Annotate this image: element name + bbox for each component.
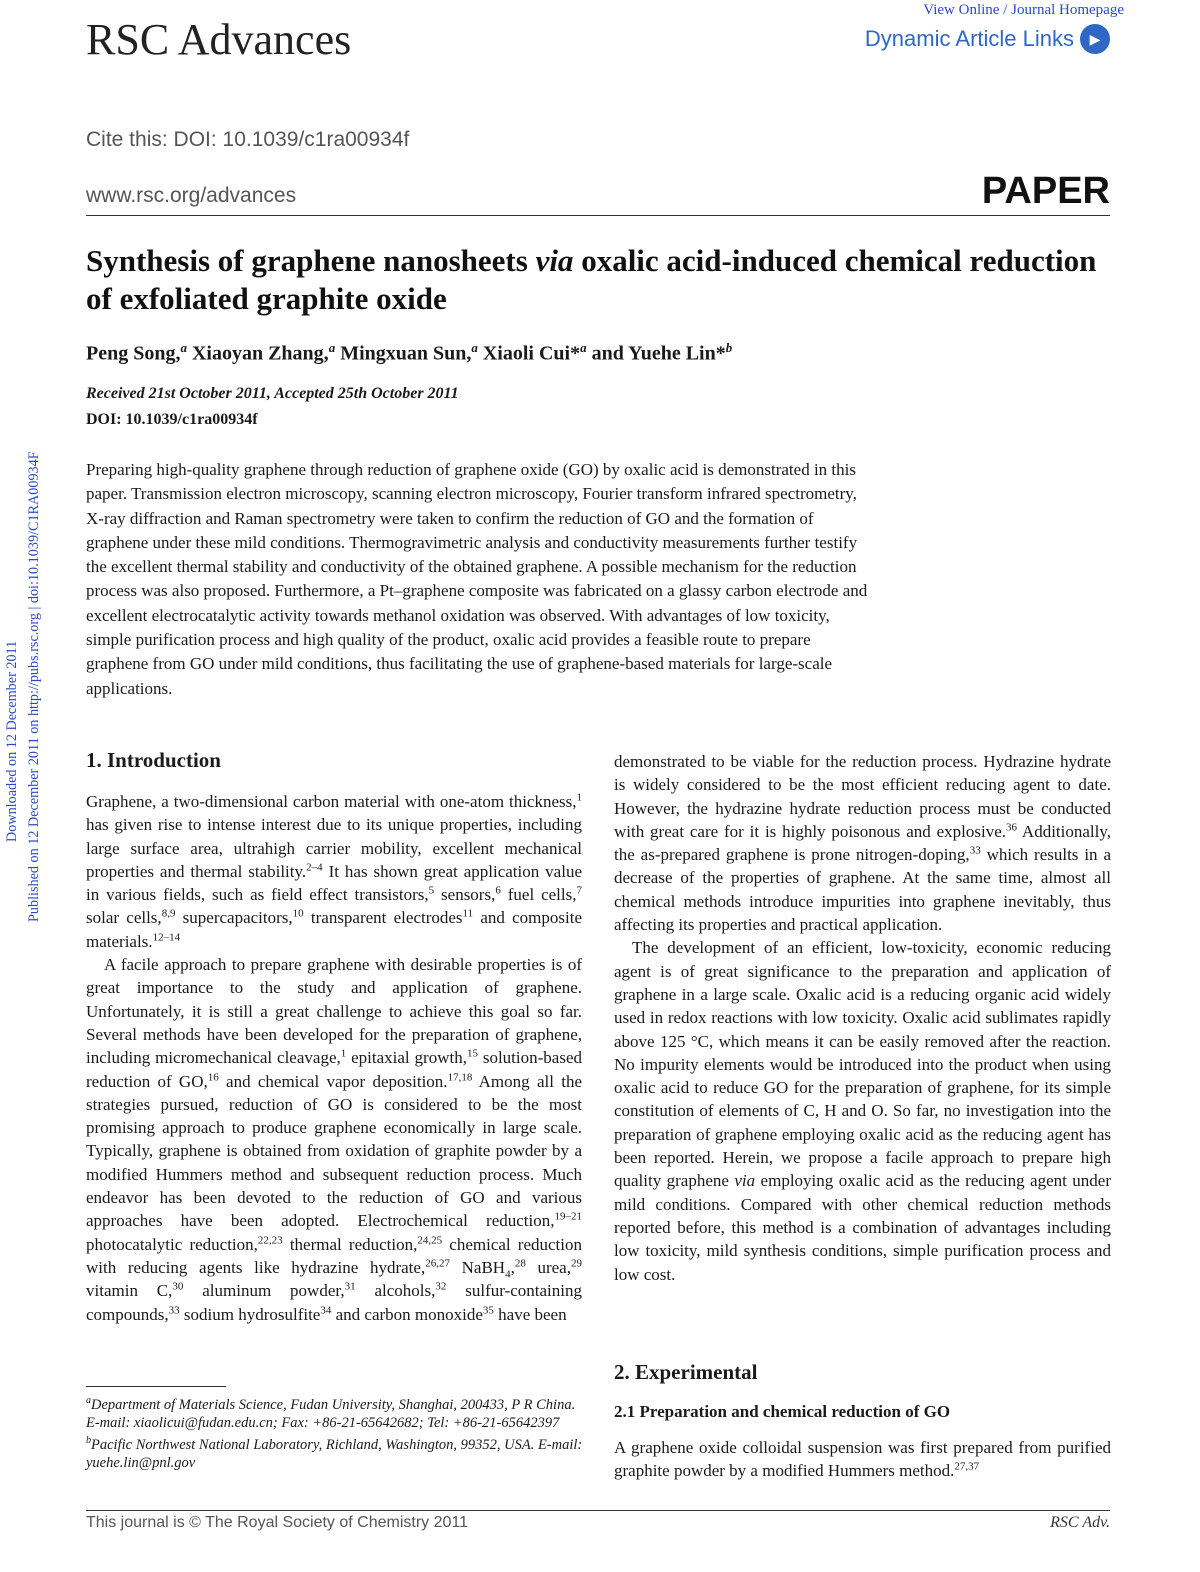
- side-downloaded-text: Downloaded on 12 December 2011: [4, 640, 20, 842]
- footnote-a: $^a$Department of Materials Science, Fudan University, Shanghai, 200433, P R China. E-mail: xiaolicui@fudan.edu.cn; Fax: +86-21-65642682; Tel: +86-21-65642397: [86, 1395, 576, 1431]
- experimental-paragraph: A graphene oxide colloidal suspension was first prepared from purified graphite powder by a modified Hummers method.$^{27,37}$: [614, 1438, 1111, 1481]
- footnote-divider: [86, 1386, 226, 1387]
- journal-abbrev-footer: RSC Adv.: [1050, 1514, 1110, 1531]
- paper-label: PAPER: [981, 170, 1110, 212]
- cite-line: Cite this: DOI: 10.1039/c1ra00934f: [86, 128, 410, 151]
- dynamic-links-label: Dynamic Article Links: [864, 26, 1074, 51]
- side-published-text: Published on 12 December 2011 on http://pubs.rsc.org | doi:10.1039/C1RA00934F: [26, 451, 42, 922]
- section-heading-introduction: 1. Introduction: [86, 748, 221, 772]
- author-name: Xiaoyan Zhang,: [186, 342, 329, 365]
- subsection-heading-preparation: 2.1 Preparation and chemical reduction of GO: [614, 1402, 951, 1421]
- left-column: [86, 790, 582, 1326]
- abstract: Preparing high-quality graphene through reduction of graphene oxide (GO) by oxalic acid is demonstrated in this paper. Transmission electron microscopy, scanning electron microscopy, Fourier transform infrared spectrometry, X-ray diffraction and Raman spectrometry were taken to confirm the reduction of GO and the formation of graphene under these mild conditions. Thermogravimetric analysis and conductivity measurements further testify the excellent thermal stability and conductivity of the obtained graphene. A possible mechanism for the reduction process was also proposed. Furthermore, a Pt–graphene composite was fabricated on a glassy carbon electrode and excellent electrocatalytic activity towards methanol oxidation was observed. With advantages of low toxicity, simple purification process and high quality of the product, oxalic acid provides a feasible route to prepare graphene from GO under mild conditions, thus facilitating the use of graphene-based materials for large-scale applications.: [86, 460, 868, 698]
- journal-title: RSC Advances: [86, 15, 352, 64]
- intro-paragraph-2: A facile approach to prepare graphene with desirable properties is of great importance to the study and application of graphene. Unfortunately, it is still a great challenge to achieve this goal so far. Several methods have been developed for the preparation of graphene, including micromechanical cleavage,$^1$ epitaxial growth,$^{15}$ solution-based reduction of GO,$^{16}$ and chemical vapor deposition.$^{17,18}$ Among all the strategies pursued, reduction of GO is considered to be the most promising approach to produce graphene economically in large scale. Typically, graphene is obtained from oxidation of graphite powder by a modified Hummers method and subsequent reduction process. Much endeavor has been devoted to the reduction of GO and various approaches have been adopted. Electrochemical reduction,$^{19-21}$ photocatalytic reduction,$^{22,23}$ thermal reduction,$^{24,25}$ chemical reduction with reducing agents like hydrazine hydrate,$^{26,27}$ NaBH$_4$,$^{28}$ urea,$^{29}$ vitamin C,$^{30}$ aluminum powder,$^{31}$ alcohols,$^{32}$ sulfur-containing compounds,$^{33}$ sodium hydrosulfite$^{34}$ and carbon monoxide$^{35}$ have been: [86, 955, 582, 1324]
- side-watermark: [0, 382, 44, 922]
- header-divider: [86, 215, 1110, 216]
- author-name: Xiaoli Cui*: [477, 342, 581, 365]
- author-name: and Yuehe Lin*: [586, 342, 726, 365]
- affiliation-footnotes: [86, 1392, 586, 1472]
- author-name: Peng Song,: [86, 342, 181, 365]
- footer-divider: [86, 1510, 1110, 1511]
- journal-website[interactable]: www.rsc.org/advances: [86, 184, 297, 207]
- copyright-footer: This journal is © The Royal Society of Chemistry 2011: [86, 1514, 469, 1531]
- right-column: [614, 750, 1111, 1286]
- view-online-link[interactable]: View Online / Journal Homepage: [923, 2, 1124, 18]
- play-arrow-icon: ▶: [1080, 24, 1110, 54]
- received-dates: Received 21st October 2011, Accepted 25th October 2011: [86, 385, 459, 402]
- author-name: Mingxuan Sun,: [335, 342, 472, 365]
- dynamic-article-links[interactable]: [865, 24, 1110, 54]
- footnote-b: $^b$Pacific Northwest National Laboratory, Richland, Washington, 99352, USA. E-mail: yuehe.lin@pnl.gov: [86, 1434, 583, 1471]
- section-heading-experimental: 2. Experimental: [614, 1360, 758, 1384]
- intro-paragraph-4: The development of an efficient, low-toxicity, economic reducing agent is of great significance to the preparation and application of graphene in a large scale. Oxalic acid is a reducing organic acid widely used in redox reactions with low toxicity. Oxalic acid sublimates rapidly above 125 °C, which means it can be easily removed after the reaction. No impurity elements would be introduced into the product when using oxalic acid to reduce GO for the preparation of graphene, for its simple constitution of elements of C, H and O. So far, no investigation into the preparation of graphene employing oxalic acid as the reducing agent has been reported. Herein, we propose a facile approach to prepare high quality graphene via employing oxalic acid as the reducing agent under mild conditions. Compared with other chemical reduction methods reported before, this method is a combination of advantages including low toxicity, mild synthesis conditions, simple purification process and low cost.: [614, 938, 1111, 1284]
- author-list: Peng Song,$^a$ Xiaoyan Zhang,$^a$ Mingxuan Sun,$^a$ Xiaoli Cui*$^a$ and Yuehe Lin*$^b$: [86, 340, 733, 365]
- intro-paragraph-3: demonstrated to be viable for the reduction process. Hydrazine hydrate is widely considered to be the most efficient reducing agent to date. However, the hydrazine hydrate reduction process must be conducted with great care for it is highly poisonous and explosive.$^{36}$ Additionally, the as-prepared graphene is prone nitrogen-doping,$^{33}$ which results in a decrease of the properties of graphene. At the same time, almost all chemical methods introduce impurities into graphene inevitably, thus affecting its properties and practical application.: [614, 752, 1112, 935]
- intro-paragraph-1: Graphene, a two-dimensional carbon material with one-atom thickness,$^1$ has given rise to intense interest due to its unique properties, including large surface area, ultrahigh carrier mobility, excellent mechanical properties and thermal stability.$^{2-4}$ It has shown great application value in various fields, such as field effect transistors,$^5$ sensors,$^6$ fuel cells,$^7$ solar cells,$^{8,9}$ supercapacitors,$^{10}$ transparent electrodes$^{11}$ and composite materials.$^{12-14}$: [86, 791, 583, 951]
- article-doi: DOI: 10.1039/c1ra00934f: [86, 411, 258, 428]
- article-title: Synthesis of graphene nanosheets via oxalic acid-induced chemical reduction of exfoliated graphite oxide: [86, 243, 1097, 316]
